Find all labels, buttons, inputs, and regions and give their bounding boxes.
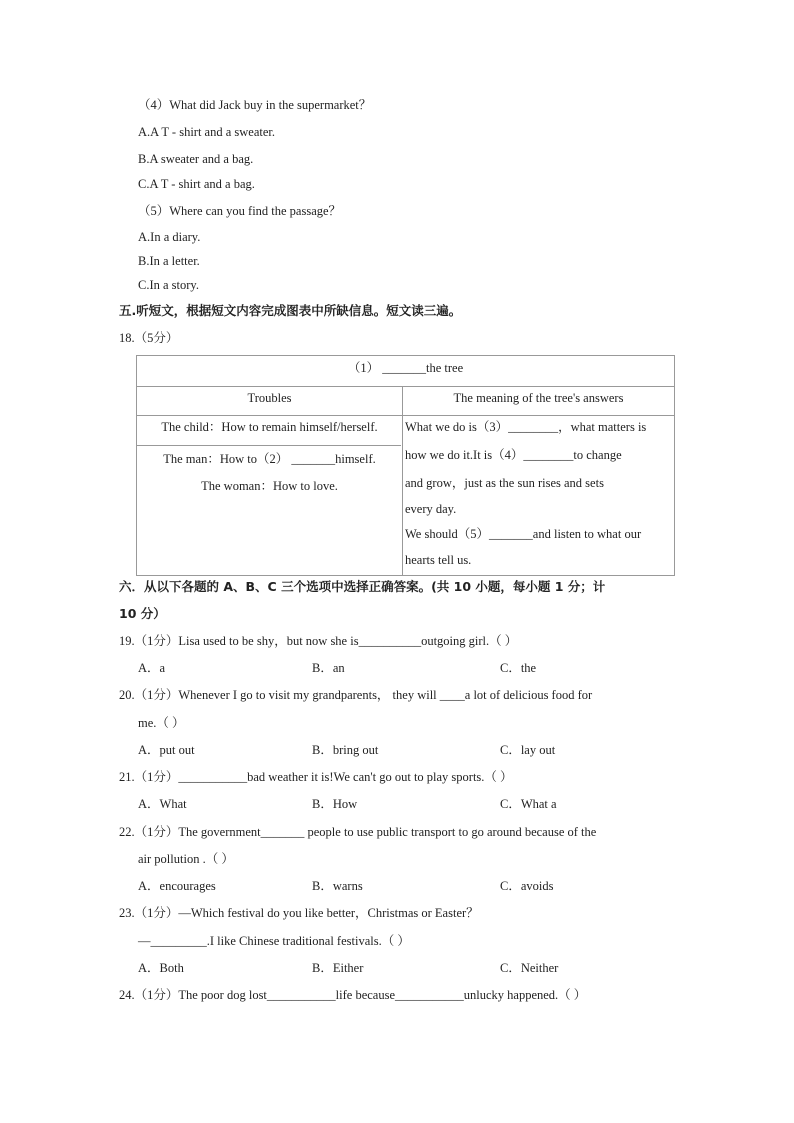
answer-table bbox=[136, 355, 675, 576]
q23-stem-cont: —_________.I like Chinese traditional festivals.（ ） bbox=[138, 934, 410, 948]
q22-option-a: A．encourages bbox=[138, 879, 216, 893]
answer-line: hearts tell us. bbox=[405, 553, 472, 567]
q24-stem: 24.（1分）The poor dog lost___________life because___________unlucky happened.（ ） bbox=[119, 988, 587, 1002]
q21-option-c: C．What a bbox=[500, 797, 557, 811]
answer-line: every day. bbox=[405, 502, 457, 516]
q22-option-b: B．warns bbox=[312, 879, 363, 893]
q4-option-b: B.A sweater and a bag. bbox=[138, 152, 254, 166]
col-troubles: Troubles bbox=[247, 391, 292, 405]
q19-stem: 19.（1分）Lisa used to be shy，but now she is__________outgoing girl.（ ） bbox=[119, 634, 518, 648]
section6-heading: 六．从以下各题的 A、B、C 三个选项中选择正确答案。(共 10 小题，每小题 1 分；计 bbox=[119, 579, 606, 594]
q5-question: （5）Where can you find the passage？ bbox=[138, 204, 342, 218]
q23-option-b: B．Either bbox=[312, 961, 364, 975]
q5-option-a: A.In a diary. bbox=[138, 230, 201, 244]
q20-stem: 20.（1分）Whenever I go to visit my grandparents， they will ____a lot of delicious food for bbox=[119, 688, 593, 702]
table-divider bbox=[137, 445, 401, 446]
table-divider bbox=[402, 386, 403, 575]
q20-option-b: B．bring out bbox=[312, 743, 379, 757]
q22-stem-cont: air pollution .（ ） bbox=[138, 852, 234, 866]
q23-stem: 23.（1分）—Which festival do you like better，Christmas or Easter？ bbox=[119, 906, 479, 920]
table-divider bbox=[137, 415, 674, 416]
q20-stem-cont: me.（ ） bbox=[138, 716, 185, 730]
q21-option-a: A．What bbox=[138, 797, 187, 811]
answer-line: What we do is（3）________，what matters is bbox=[405, 420, 647, 434]
q5-option-c: C.In a story. bbox=[138, 278, 199, 292]
table-title: （1） _______the tree bbox=[347, 361, 464, 375]
q19-option-a: A．a bbox=[138, 661, 166, 675]
q20-option-a: A．put out bbox=[138, 743, 195, 757]
q18-label: 18.（5分） bbox=[119, 331, 179, 345]
answer-line: how we do it.It is（4）________to change bbox=[405, 448, 622, 462]
trouble-child: The child：How to remain himself/herself. bbox=[161, 420, 378, 434]
answer-line: We should（5）_______and listen to what our bbox=[405, 527, 642, 541]
trouble-woman: The woman：How to love. bbox=[201, 479, 338, 493]
q19-option-b: B．an bbox=[312, 661, 345, 675]
answer-line: and grow，just as the sun rises and sets bbox=[405, 476, 604, 490]
q4-question: （4）What did Jack buy in the supermarket？ bbox=[138, 98, 372, 112]
q21-option-b: B．How bbox=[312, 797, 358, 811]
q5-option-b: B.In a letter. bbox=[138, 254, 200, 268]
trouble-man: The man：How to（2） _______himself. bbox=[163, 452, 376, 466]
q21-stem: 21.（1分）___________bad weather it is!We can't go out to play sports.（ ） bbox=[119, 770, 513, 784]
section5-heading: 五.听短文，根据短文内容完成图表中所缺信息。短文读三遍。 bbox=[119, 303, 462, 318]
q22-option-c: C．avoids bbox=[500, 879, 554, 893]
q20-option-c: C．lay out bbox=[500, 743, 556, 757]
col-meaning: The meaning of the tree's answers bbox=[453, 391, 624, 405]
q23-option-c: C．Neither bbox=[500, 961, 559, 975]
q4-option-a: A.A T - shirt and a sweater. bbox=[138, 125, 276, 139]
q4-option-c: C.A T - shirt and a bag. bbox=[138, 177, 255, 191]
table-divider bbox=[137, 386, 674, 387]
q19-option-c: C．the bbox=[500, 661, 537, 675]
section6-heading-cont: 10 分） bbox=[119, 606, 166, 621]
q22-stem: 22.（1分）The government_______ people to use public transport to go around because of the bbox=[119, 825, 597, 839]
q23-option-a: A．Both bbox=[138, 961, 184, 975]
